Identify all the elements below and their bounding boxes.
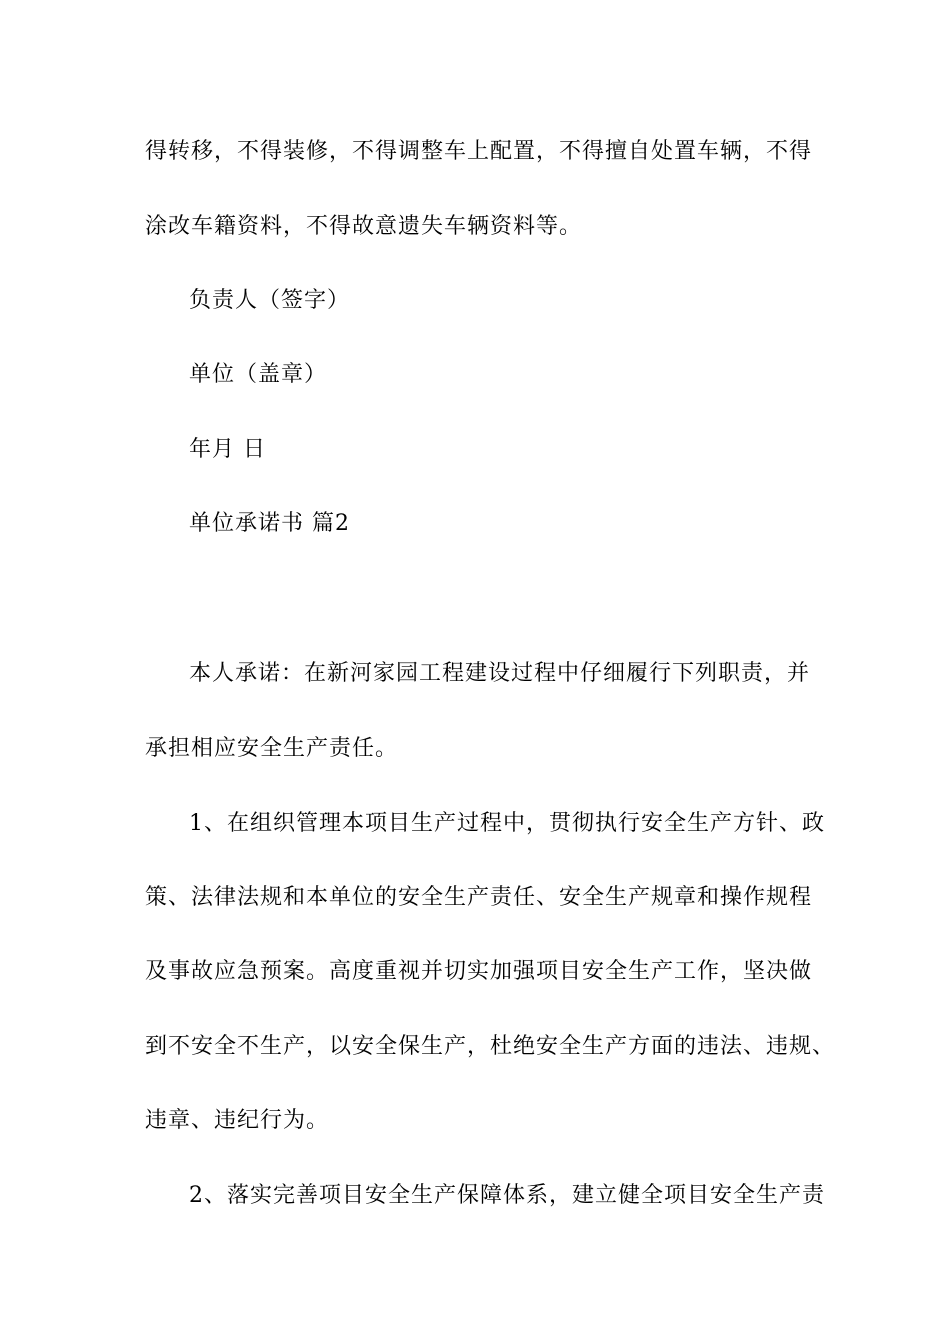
section-heading: 单位承诺书 篇2 xyxy=(189,511,350,536)
paragraph-line: 本人承诺：在新河家园工程建设过程中仔细履行下列职责，并 xyxy=(189,661,811,686)
paragraph-line: 违章、违纪行为。 xyxy=(145,1108,330,1133)
paragraph-line: 及事故应急预案。高度重视并切实加强项目安全生产工作，坚决做 xyxy=(145,959,813,984)
paragraph-line: 到不安全不生产，以安全保生产，杜绝安全生产方面的违法、违规、 xyxy=(145,1034,836,1059)
paragraph-line: 2、落实完善项目安全生产保障体系，建立健全项目安全生产责 xyxy=(189,1183,825,1208)
date-label: 年月 日 xyxy=(189,437,266,462)
paragraph-line: 策、法律法规和本单位的安全生产责任、安全生产规章和操作规程 xyxy=(145,885,813,910)
paragraph-line: 1、在组织管理本项目生产过程中，贯彻执行安全生产方针、政 xyxy=(189,811,825,836)
signature-label-responsible-person: 负责人（签字） xyxy=(189,288,351,313)
paragraph-line: 承担相应安全生产责任。 xyxy=(145,736,399,761)
paragraph-line: 涂改车籍资料，不得故意遗失车辆资料等。 xyxy=(145,214,583,239)
seal-label-unit: 单位（盖章） xyxy=(189,362,328,387)
paragraph-line: 得转移，不得装修，不得调整车上配置，不得擅自处置车辆，不得 xyxy=(145,139,813,164)
